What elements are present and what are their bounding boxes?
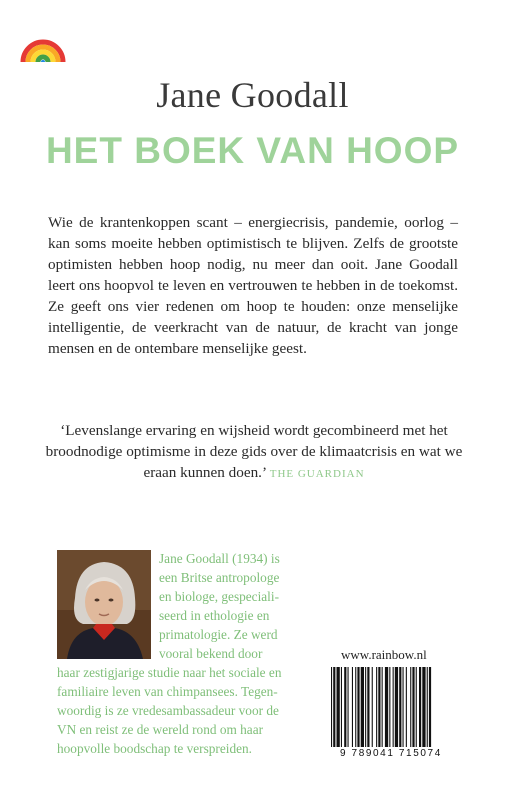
barcode-bar	[412, 667, 414, 747]
barcode-bar	[382, 667, 383, 747]
barcode-bar	[361, 667, 364, 747]
bio-line: VN en reist ze de wereld rond om haar	[57, 722, 264, 737]
bio-line: hoopvolle boodschap te verspreiden.	[57, 741, 252, 756]
barcode-bar	[429, 667, 431, 747]
barcode-bar	[348, 667, 349, 747]
barcode-bar	[399, 667, 401, 747]
bio-line: seerd in ethologie en	[159, 608, 270, 623]
bio-line: woordig is ze vredesambassadeur voor de	[57, 703, 279, 718]
barcode-bar	[367, 667, 369, 747]
barcode-bar	[393, 667, 394, 747]
barcode-bar	[376, 667, 377, 747]
barcode-bar	[337, 667, 340, 747]
isbn-number: 9 789041 715074	[340, 748, 442, 759]
barcode-bar	[341, 667, 342, 747]
author-name: Jane Goodall	[156, 75, 349, 115]
quote-text: ‘Levenslange ervaring en wijsheid wordt gecombineerd met het broodnodige optimisme in deze gids over de klimaatcrisis en wat we eraan kunnen doen.’	[45, 422, 463, 481]
barcode-bar	[416, 667, 417, 747]
barcode-bar	[333, 667, 335, 747]
barcode-bar	[422, 667, 425, 747]
barcode-bar	[355, 667, 356, 747]
barcode-bar	[372, 667, 373, 747]
barcode-bar	[389, 667, 390, 747]
barcode-bar	[427, 667, 428, 747]
barcode-bar	[365, 667, 366, 747]
barcode-bar	[410, 667, 411, 747]
barcode-bar	[331, 667, 332, 747]
rainbow-icon	[20, 22, 66, 62]
barcode-bar	[352, 667, 353, 747]
barcode-bar	[403, 667, 404, 747]
author-bio	[57, 549, 297, 758]
barcode-bar	[419, 667, 421, 747]
barcode-bar	[395, 667, 398, 747]
barcode-bar	[406, 667, 407, 747]
bio-line: primatologie. Ze werd	[159, 627, 278, 642]
bio-line: Jane Goodall (1934) is	[159, 551, 280, 566]
bio-line: haar zestigjarige studie naar het sociale en	[57, 665, 282, 680]
blurb-text: Wie de krantenkoppen scant – energiecrisis, pandemie, oorlog – kan soms moeite hebben optimistisch te blijven. Zelfs de grootste optimisten hebben hoop nodig, nu meer dan ooit. Jane Goodall leert ons hoopvol te leven en vertrouwen te hebben in de toekomst. Ze geeft ons vier redenen om hoop te houden: onze menselijke intelligentie, de veerkracht van de natuur, de kracht van jonge mensen en de ontembare menselijke geest.	[48, 214, 458, 357]
barcode-bar	[378, 667, 380, 747]
publisher-url: www.rainbow.nl	[341, 647, 427, 662]
book-title: HET BOEK VAN HOOP	[45, 130, 460, 171]
bio-line: familiaire leven van chimpansees. Tegen-	[57, 684, 278, 699]
bio-line: en biologe, gespeciali-	[159, 589, 279, 604]
barcode-bar	[385, 667, 388, 747]
quote-source: THE GUARDIAN	[269, 468, 365, 480]
review-quote	[36, 420, 472, 485]
bio-line: vooral bekend door	[159, 646, 263, 661]
barcode-bar	[344, 667, 346, 747]
isbn-barcode	[331, 667, 464, 747]
barcode-bar	[357, 667, 359, 747]
bio-line: een Britse antropologe	[159, 570, 280, 585]
